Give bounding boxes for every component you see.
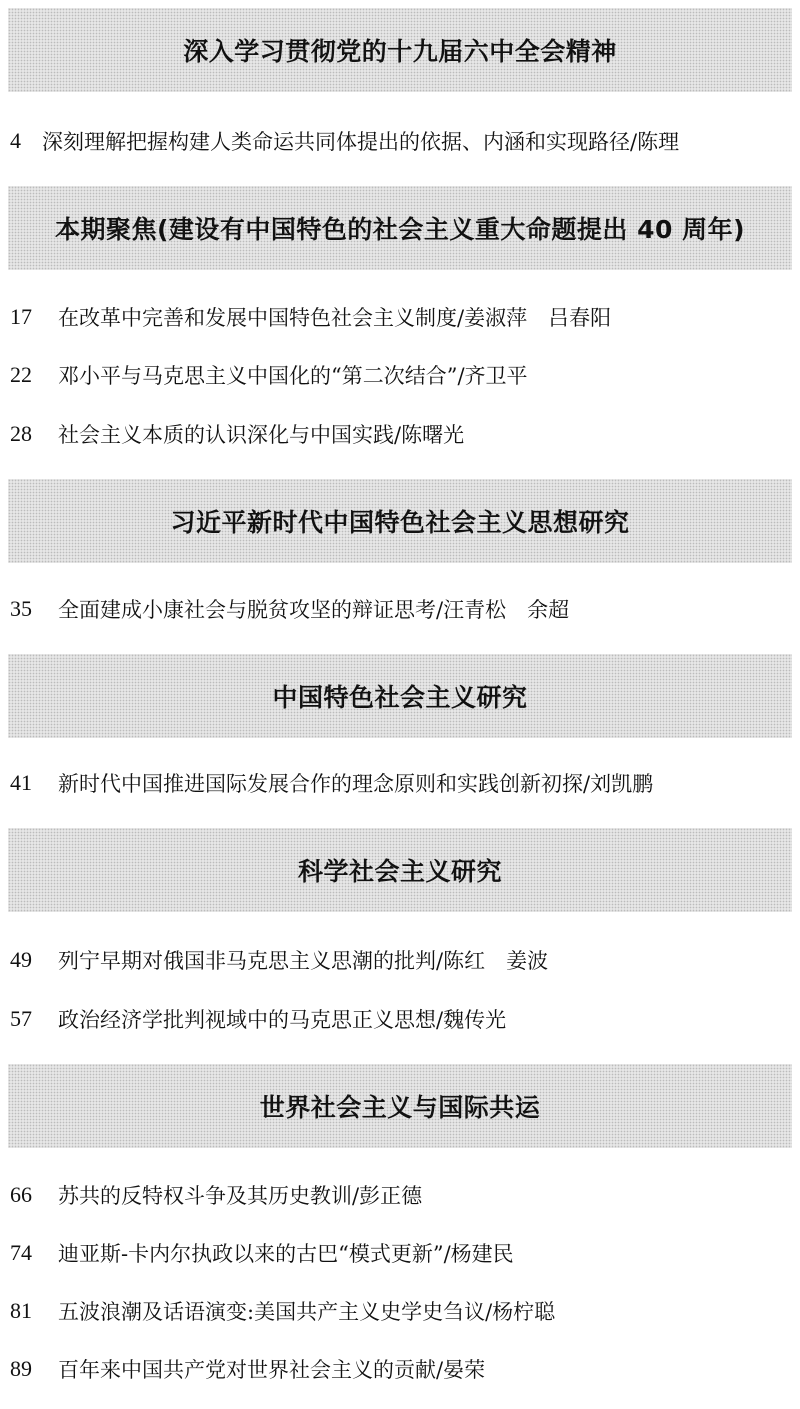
page-number: 74 <box>10 1240 32 1265</box>
article-title-author: 政治经济学批判视域中的马克思正义思想/魏传光 <box>58 1008 507 1032</box>
section-title: 科学社会主义研究 <box>297 857 502 886</box>
section-title: 习近平新时代中国特色社会主义思想研究 <box>170 508 630 537</box>
article-title-author: 在改革中完善和发展中国特色社会主义制度/姜淑萍 吕春阳 <box>58 306 612 330</box>
article-title-author: 深刻理解把握构建人类命运共同体提出的依据、内涵和实现路径/陈理 <box>42 130 680 154</box>
section-title: 中国特色社会主义研究 <box>272 683 528 712</box>
page-number: 28 <box>10 421 32 446</box>
page-number: 89 <box>10 1356 32 1381</box>
page-number: 66 <box>10 1182 32 1207</box>
article-title-author: 社会主义本质的认识深化与中国实践/陈曙光 <box>58 423 465 447</box>
toc-entry[interactable] <box>10 1296 790 1326</box>
toc-entry[interactable] <box>10 360 790 390</box>
page-number: 22 <box>10 362 32 387</box>
page-number: 57 <box>10 1006 32 1031</box>
article-title-author: 苏共的反特权斗争及其历史教训/彭正德 <box>58 1184 423 1208</box>
toc-entry[interactable] <box>10 1354 790 1384</box>
toc-entry[interactable] <box>10 1238 790 1268</box>
section-header <box>8 8 792 92</box>
page-number: 17 <box>10 304 32 329</box>
toc-entry[interactable] <box>10 1004 790 1034</box>
toc-entry[interactable] <box>10 126 790 156</box>
page-number: 41 <box>10 770 32 795</box>
article-title-author: 全面建成小康社会与脱贫攻坚的辩证思考/汪青松 余超 <box>58 598 570 622</box>
section-title: 本期聚焦(建设有中国特色的社会主义重大命题提出 40 周年) <box>54 215 746 244</box>
toc-entry[interactable] <box>10 768 790 798</box>
section-title: 深入学习贯彻党的十九届六中全会精神 <box>183 37 617 66</box>
toc-entry[interactable] <box>10 945 790 975</box>
page-number: 49 <box>10 947 32 972</box>
article-title-author: 邓小平与马克思主义中国化的“第二次结合”/齐卫平 <box>58 364 528 388</box>
article-title-author: 百年来中国共产党对世界社会主义的贡献/晏荣 <box>58 1358 486 1382</box>
section-header <box>8 1064 792 1148</box>
section-header <box>8 186 792 270</box>
toc-entry[interactable] <box>10 1180 790 1210</box>
toc-entry[interactable] <box>10 594 790 624</box>
page-number: 4 <box>10 128 21 153</box>
section-header <box>8 828 792 912</box>
article-title-author: 五波浪潮及话语演变:美国共产主义史学史刍议/杨柠聪 <box>58 1300 556 1324</box>
section-title: 世界社会主义与国际共运 <box>259 1093 541 1122</box>
toc-entry[interactable] <box>10 419 790 449</box>
page-number: 35 <box>10 596 32 621</box>
page-number: 81 <box>10 1298 32 1323</box>
article-title-author: 迪亚斯-卡内尔执政以来的古巴“模式更新”/杨建民 <box>58 1242 514 1266</box>
section-header <box>8 479 792 563</box>
toc-entry[interactable] <box>10 302 790 332</box>
article-title-author: 列宁早期对俄国非马克思主义思潮的批判/陈红 姜波 <box>58 949 549 973</box>
section-header <box>8 654 792 738</box>
article-title-author: 新时代中国推进国际发展合作的理念原则和实践创新初探/刘凯鹏 <box>58 772 654 796</box>
